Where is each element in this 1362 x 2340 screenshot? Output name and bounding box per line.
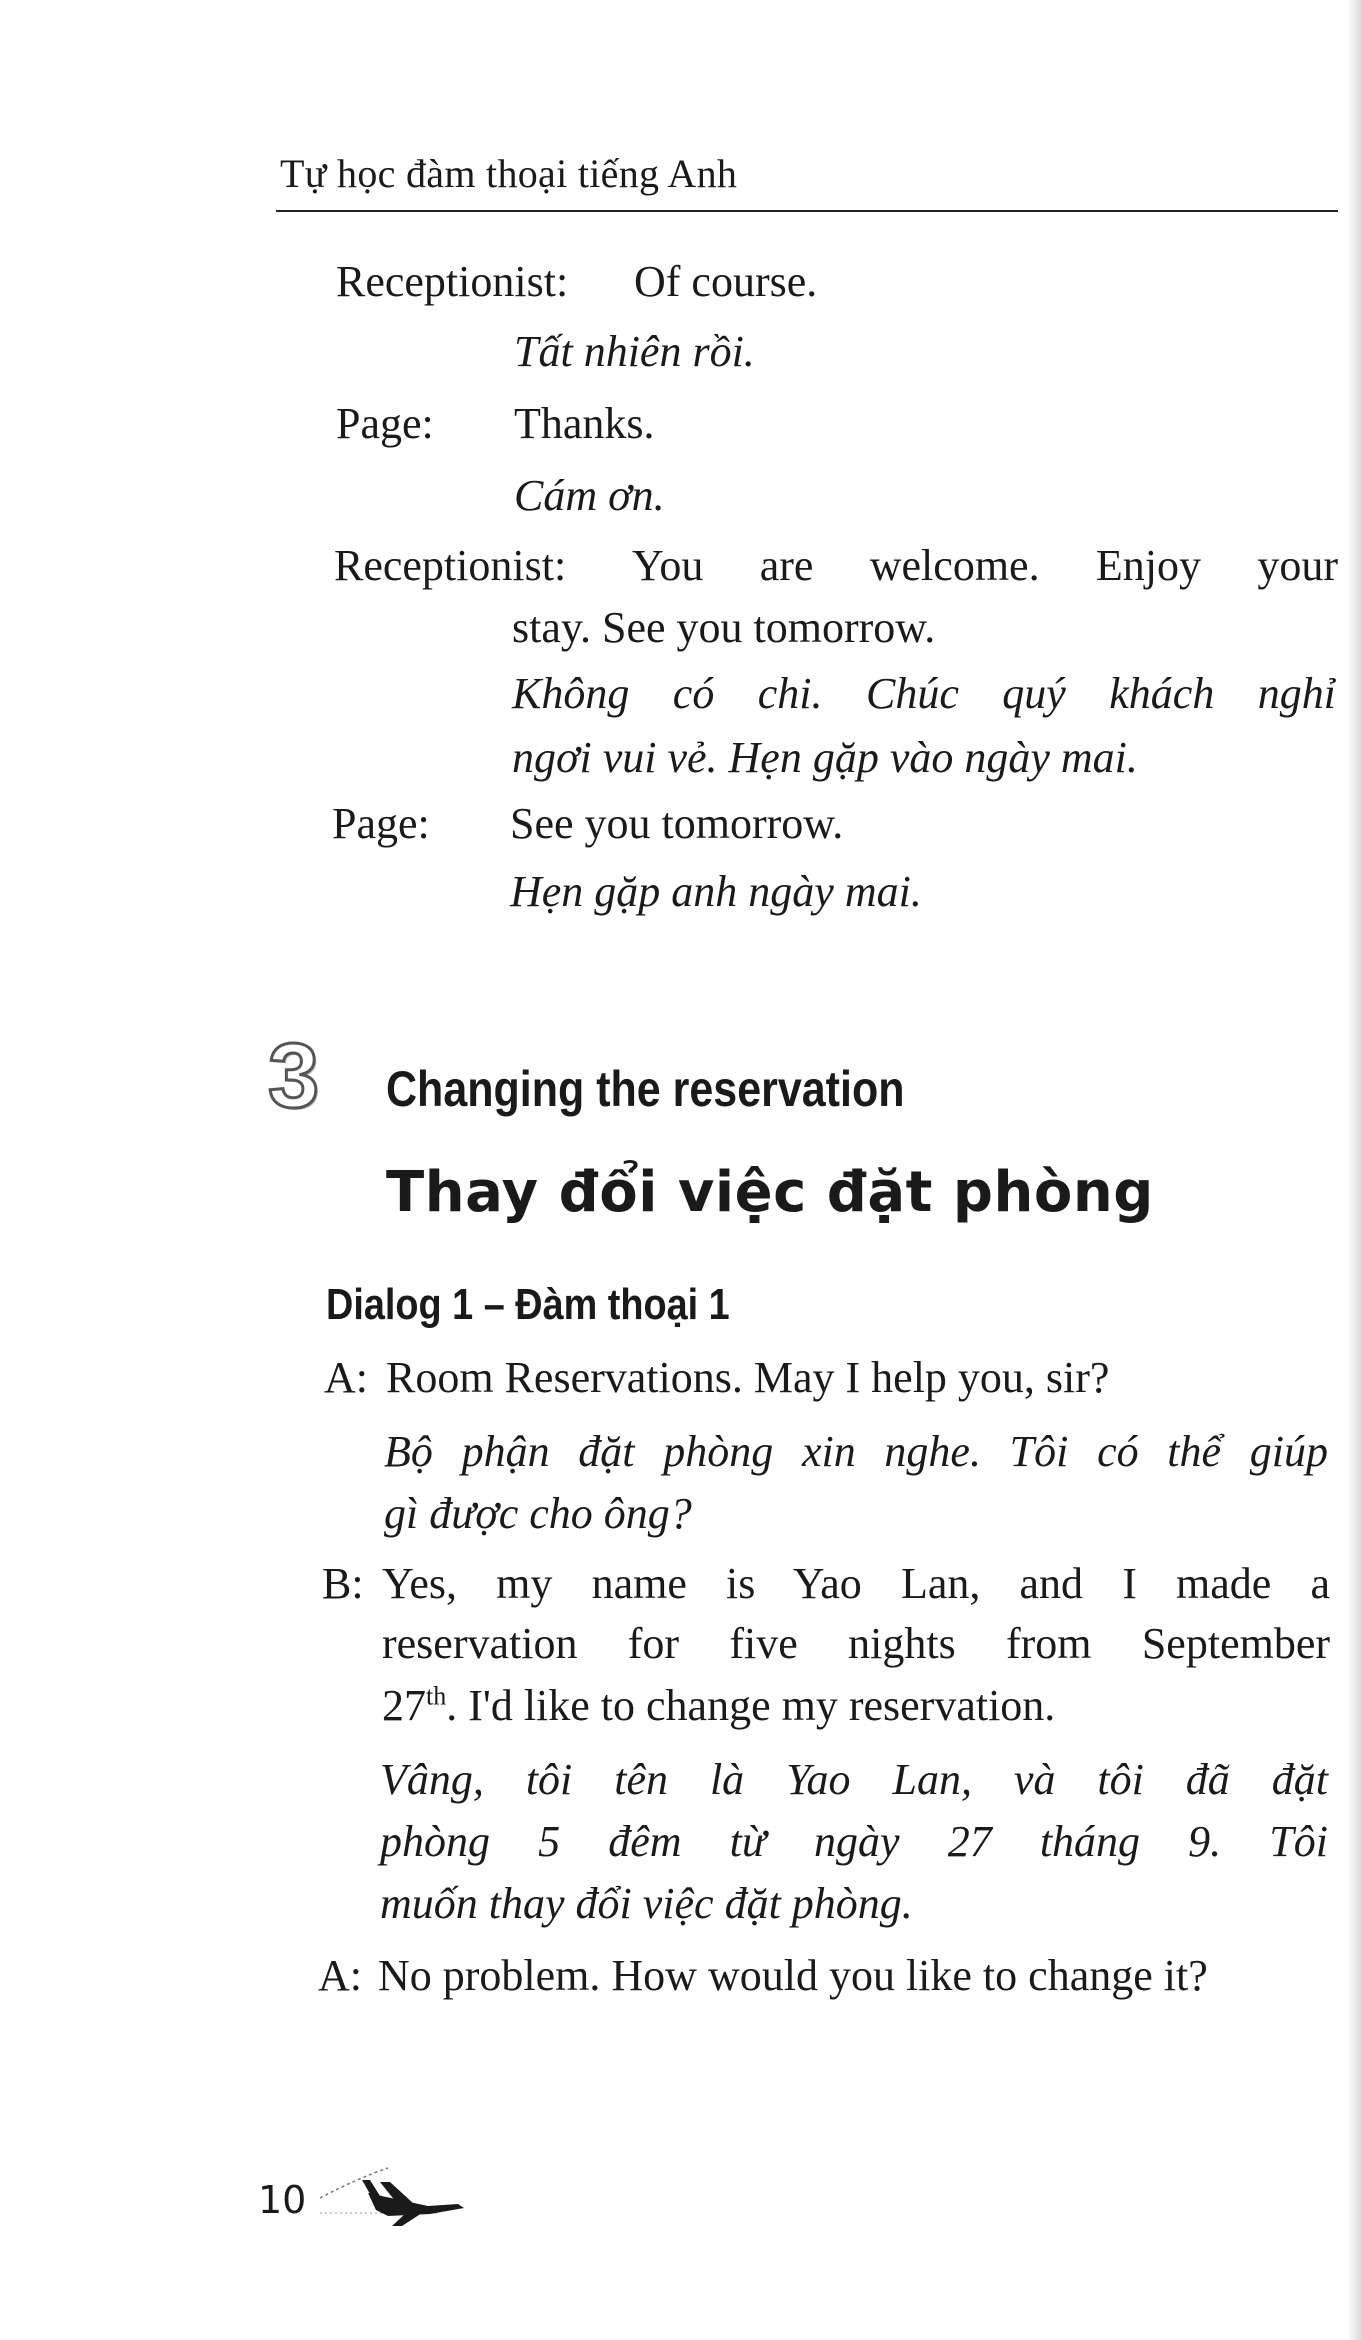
header-rule <box>276 210 1338 212</box>
dialog-line-vi: Hẹn gặp anh ngày mai. <box>510 867 922 916</box>
section-title-vi: Thay đổi việc đặt phòng <box>386 1160 1154 1225</box>
speaker-b: B: <box>322 1559 364 1608</box>
speaker-a: A: <box>324 1353 368 1402</box>
dialog-line-en: Thanks. <box>514 399 655 448</box>
speaker-receptionist: Receptionist: <box>334 541 567 590</box>
dialog-text: . I'd like to change my reservation. <box>446 1681 1056 1730</box>
date-number: 27 <box>382 1681 426 1730</box>
dialog-line-en: stay. See you tomorrow. <box>512 603 936 652</box>
dialog-line-vi: Vâng, tôi tên là Yao Lan, và tôi đã đặt <box>380 1755 1328 1804</box>
dialog-line-en: Room Reservations. May I help you, sir? <box>386 1353 1110 1402</box>
dialog-line-vi: Không có chi. Chúc quý khách nghỉ <box>512 669 1336 718</box>
dialog-line-vi: Cám ơn. <box>514 471 665 520</box>
dialog-line-en: You are welcome. Enjoy your <box>632 541 1338 590</box>
dialog-line-en: reservation for five nights from September <box>382 1619 1330 1668</box>
airplane-icon <box>318 2158 468 2228</box>
dialog-line-vi: Tất nhiên rồi. <box>514 327 755 376</box>
dialog-line-en <box>382 1680 1055 1731</box>
dialog-line-vi: muốn thay đổi việc đặt phòng. <box>380 1879 913 1928</box>
page-number: 10 <box>258 2178 307 2222</box>
page-edge-shadow <box>1348 0 1362 2340</box>
dialog-line-en: See you tomorrow. <box>510 799 844 848</box>
speaker-receptionist: Receptionist: <box>336 257 569 306</box>
dialog-line-vi: ngơi vui vẻ. Hẹn gặp vào ngày mai. <box>512 733 1138 782</box>
dialog-line-en: No problem. How would you like to change it? <box>378 1951 1208 2000</box>
speaker-page: Page: <box>336 399 434 448</box>
running-header: Tự học đàm thoại tiếng Anh <box>280 151 738 196</box>
speaker-page: Page: <box>332 799 430 848</box>
section-number: 3 <box>268 1025 320 1127</box>
dialog-line-en: Of course. <box>634 257 818 306</box>
dialog-line-vi: gì được cho ông? <box>384 1489 692 1538</box>
ordinal-suffix: th <box>426 1681 447 1711</box>
dialog-line-en: Yes, my name is Yao Lan, and I made a <box>382 1559 1330 1608</box>
dialog-heading: Dialog 1 – Đàm thoại 1 <box>326 1280 730 1329</box>
dialog-line-vi: Bộ phận đặt phòng xin nghe. Tôi có thể giúp <box>384 1427 1328 1476</box>
section-title-en: Changing the reservation <box>386 1061 905 1117</box>
dialog-line-vi: phòng 5 đêm từ ngày 27 tháng 9. Tôi <box>380 1817 1328 1866</box>
speaker-a: A: <box>318 1951 362 2000</box>
